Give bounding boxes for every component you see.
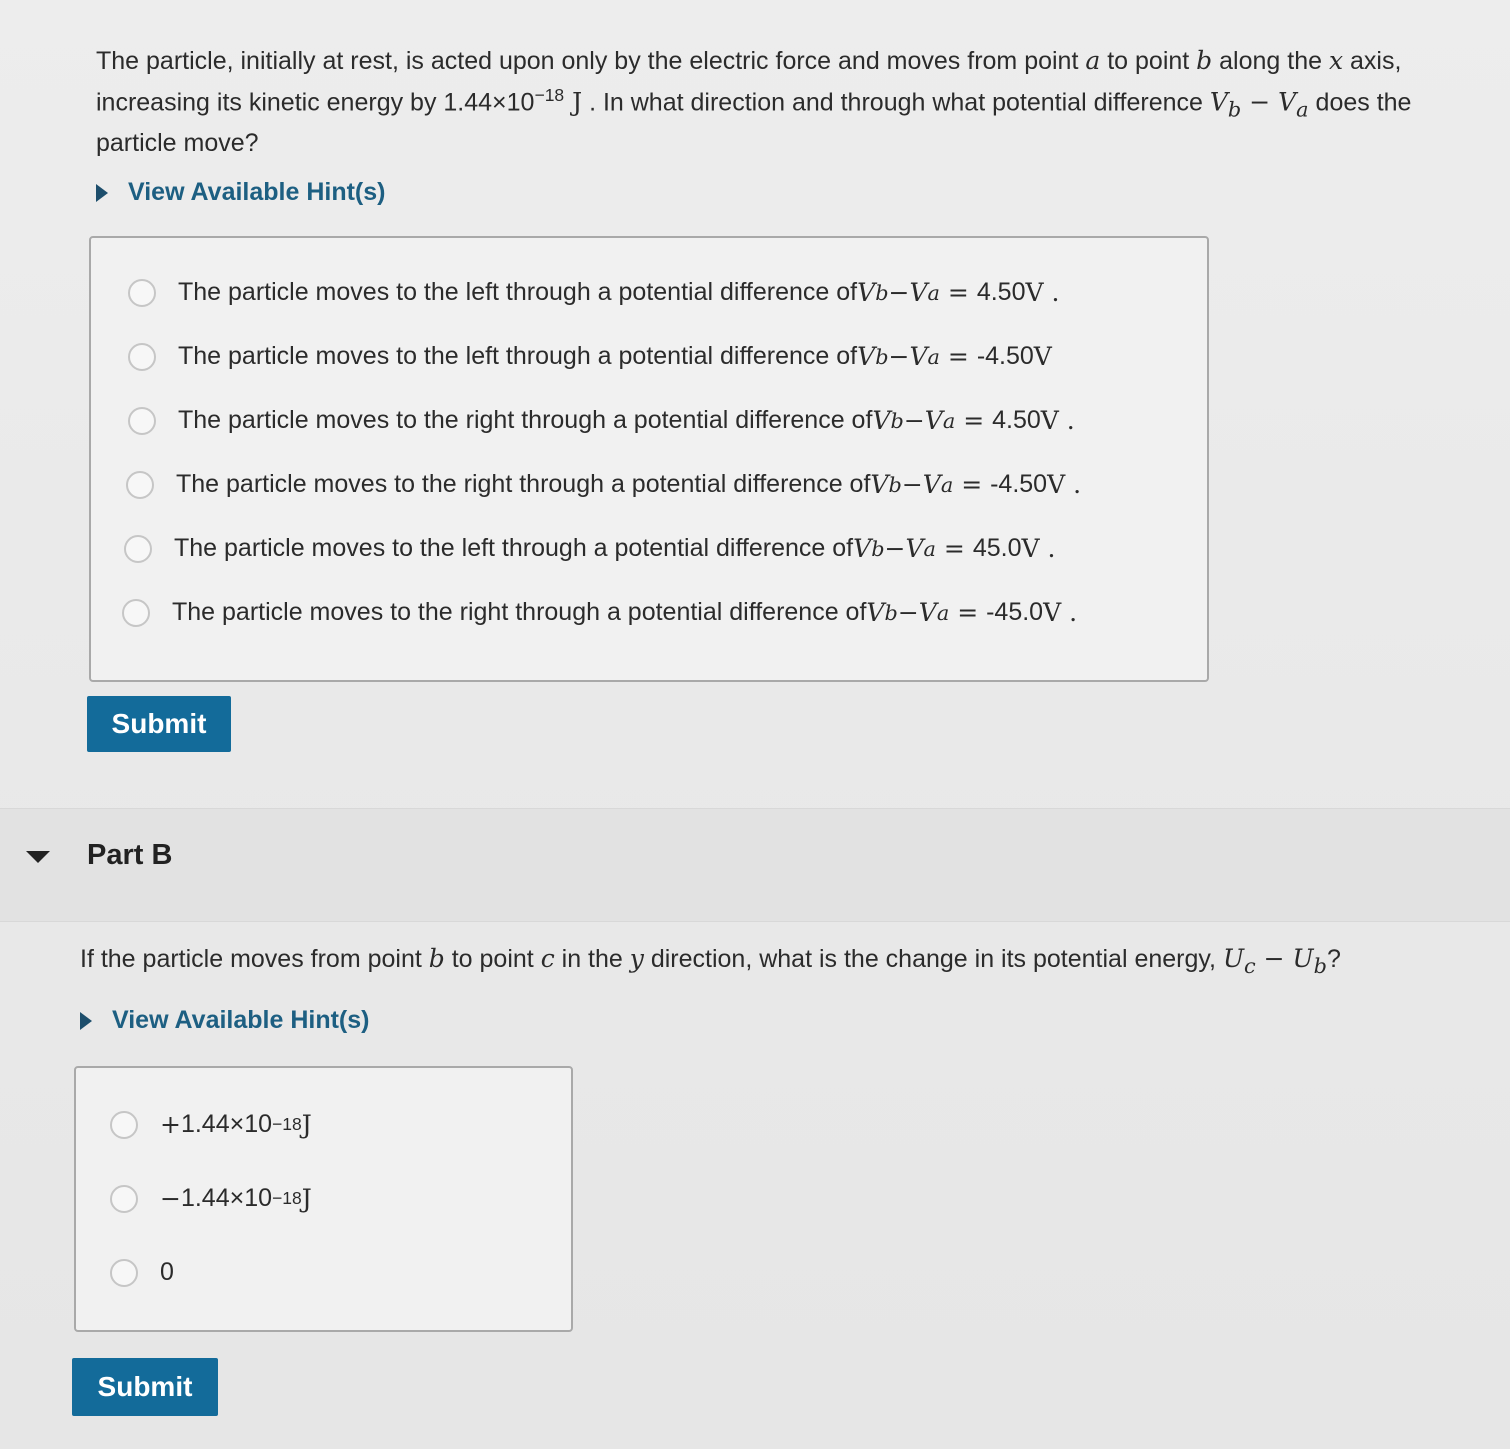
expr-u: U (1292, 944, 1314, 973)
expr-minus: − (1255, 944, 1293, 973)
expr-v: V (1278, 87, 1297, 117)
question-text: does the particle move? (96, 88, 1412, 158)
expr-sub-b: b (884, 600, 898, 625)
option-unit: V . (1021, 534, 1056, 563)
point-b: b (1196, 46, 1213, 75)
option-exponent: −18 (272, 1188, 302, 1208)
collapse-caret-icon[interactable] (26, 851, 50, 863)
expr-sub-a: a (940, 472, 954, 497)
option-unit: V . (1025, 278, 1060, 307)
view-hints-link-b[interactable] (80, 1006, 369, 1035)
axis-x: x (1328, 46, 1344, 75)
expr-sub-a: a (927, 344, 940, 369)
option-value: 0 (160, 1258, 174, 1286)
option-unit: J (301, 1110, 312, 1139)
expr-v: V (853, 534, 872, 563)
option-b1[interactable] (110, 1110, 312, 1139)
expr-sub-b: b (888, 472, 902, 497)
option-value: -4.50 (976, 342, 1034, 370)
question-text: The particle, initially at rest, is acted upon only by the electric force and moves from point (96, 47, 1086, 75)
option-sign: + (160, 1110, 181, 1139)
radio-button[interactable] (122, 599, 150, 627)
option-b3[interactable] (110, 1258, 174, 1287)
expr-sub-b: b (871, 536, 885, 561)
option-text: The particle moves to the left through a potential difference of (178, 278, 858, 306)
expr-minus: − (901, 470, 923, 499)
question-text: axis, increasing its kinetic energy by (96, 47, 1402, 117)
option-text: The particle moves to the right through a potential difference of (172, 598, 867, 626)
expr-v: V (1209, 87, 1228, 117)
expr-sub-b: b (875, 344, 889, 369)
axis-y: y (629, 944, 644, 973)
radio-button[interactable] (110, 1185, 138, 1213)
question-text: to point (1100, 47, 1197, 75)
option-text: The particle moves to the left through a potential difference of (178, 342, 858, 370)
radio-button[interactable] (110, 1111, 138, 1139)
option-value: -45.0 (986, 598, 1044, 626)
question-text: . In what direction and through what potential difference (582, 88, 1210, 117)
option-text: The particle moves to the left through a potential difference of (174, 534, 854, 562)
energy-exponent: −18 (534, 85, 565, 105)
option-unit: V (1033, 342, 1052, 371)
expr-v: V (918, 598, 937, 627)
radio-button[interactable] (110, 1259, 138, 1287)
view-hints-link-a[interactable] (96, 178, 385, 207)
option-value: -4.50 (990, 470, 1048, 498)
expr-v: V (870, 470, 889, 499)
expr-v: V (857, 278, 876, 307)
expr-minus: − (888, 278, 910, 307)
expr-sub-b: b (890, 408, 904, 433)
option-text: The particle moves to the right through a potential difference of (176, 470, 871, 498)
option-unit: V . (1047, 470, 1082, 499)
radio-button[interactable] (124, 535, 152, 563)
option-value: 4.50 (992, 406, 1041, 434)
question-text: in the (554, 945, 630, 973)
option-value: 1.44×10 (180, 1184, 273, 1212)
option-a3[interactable]: The particle moves to the right through a potential difference of V b − V a = 4.50 V . (128, 406, 1075, 435)
option-value: 4.50 (976, 278, 1026, 306)
expand-triangle-icon (96, 184, 108, 202)
option-a1[interactable]: The particle moves to the left through a potential difference of V b − V a = 4.50 V . (128, 278, 1059, 307)
expr-minus: − (897, 598, 919, 627)
part-a-question (96, 44, 1476, 160)
expr-minus: − (884, 534, 906, 563)
question-text: ? (1326, 945, 1341, 973)
part-b-header[interactable] (0, 808, 1510, 922)
option-unit: V . (1043, 598, 1078, 627)
expr-v: V (909, 342, 928, 371)
expr-v: V (909, 278, 928, 307)
option-unit: V . (1040, 406, 1075, 435)
option-a5[interactable]: The particle moves to the left through a potential difference of V b − V a = 45.0 V . (124, 534, 1055, 563)
energy-unit: J (564, 87, 583, 117)
expr-sub-c: c (1244, 954, 1256, 978)
option-a6[interactable]: The particle moves to the right through a potential difference of V b − V a = -45.0 V . (122, 598, 1077, 627)
submit-button-a[interactable]: Submit (87, 696, 231, 752)
expr-sub-a: a (942, 408, 956, 433)
expr-v: V (872, 406, 891, 435)
energy-value: 1.44×10 (443, 88, 535, 117)
point-b: b (428, 944, 445, 973)
expr-sub-a: a (927, 280, 940, 305)
expr-v: V (924, 406, 943, 435)
radio-button[interactable] (126, 471, 154, 499)
option-unit: J (301, 1184, 312, 1213)
question-text: to point (444, 945, 541, 973)
expr-v: V (922, 470, 941, 499)
expr-minus: − (903, 406, 925, 435)
expr-minus: − (1241, 87, 1279, 117)
point-a: a (1085, 46, 1101, 75)
question-text: direction, what is the change in its potential energy, (643, 945, 1223, 973)
hint-label: View Available Hint(s) (128, 178, 386, 206)
question-text: If the particle moves from point (80, 945, 429, 973)
part-b-title: Part B (87, 839, 173, 871)
option-a4[interactable]: The particle moves to the right through a potential difference of V b − V a = -4.50 V . (126, 470, 1081, 499)
expr-minus: − (888, 342, 910, 371)
expr-v: V (857, 342, 876, 371)
submit-button-b[interactable]: Submit (72, 1358, 218, 1416)
radio-button[interactable] (128, 407, 156, 435)
expr-sub-a: a (1296, 97, 1309, 122)
expr-v: V (866, 598, 885, 627)
expr-sub-b: b (1227, 97, 1242, 122)
option-text: The particle moves to the right through a potential difference of (178, 406, 873, 434)
option-exponent: −18 (272, 1114, 302, 1134)
expr-v: V (905, 534, 924, 563)
expr-sub-b: b (1313, 954, 1327, 978)
radio-button[interactable] (128, 279, 156, 307)
expand-triangle-icon (80, 1012, 92, 1030)
point-c: c (540, 944, 555, 973)
option-value: 45.0 (972, 534, 1022, 562)
part-b-question (80, 942, 1480, 983)
option-sign: − (160, 1184, 181, 1213)
expr-sub-a: a (923, 536, 936, 561)
radio-button[interactable] (128, 343, 156, 371)
expr-sub-b: b (875, 280, 889, 305)
expr-sub-a: a (936, 600, 950, 625)
hint-label: View Available Hint(s) (112, 1006, 370, 1034)
option-value: 1.44×10 (180, 1110, 273, 1138)
option-b2[interactable] (110, 1184, 312, 1213)
expr-u: U (1222, 944, 1245, 973)
question-text: along the (1212, 47, 1329, 75)
option-a2[interactable]: The particle moves to the left through a potential difference of V b − V a = -4.50 V (128, 342, 1052, 371)
